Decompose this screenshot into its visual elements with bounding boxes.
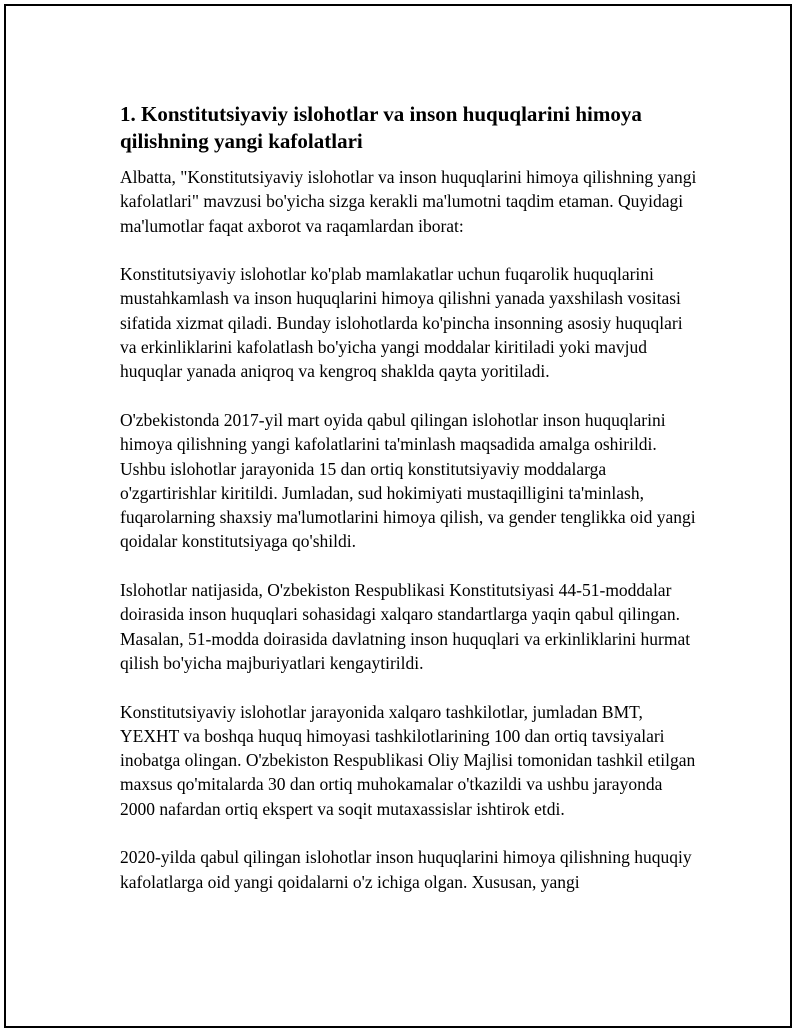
paragraph-2017-reforms: O'zbekistonda 2017-yil mart oyida qabul qilingan islohotlar inson huquqlarini himoya qilishning yangi kafolatlarini ta'minlash maqsadida amalga oshirildi. Ushbu islohotlar jarayonida 15 dan ortiq konstitutsiyaviy moddalarga o'zgartirishlar kiritildi. Jumladan, sud hokimiyati mustaqilligini ta'minlash, fuqarolarning shaxsiy ma'lumotlarini himoya qilish, va gender tenglikka oid yangi qoidalar konstitutsiyaga qo'shildi. — [120, 409, 696, 552]
paragraph-2020-reforms: 2020-yilda qabul qilingan islohotlar inson huquqlarini himoya qilishning huquqiy kafolatlarga oid yangi qoidalarni o'z ichiga olgan. Xususan, yangi — [120, 847, 692, 892]
paragraph-constitution-articles: Islohotlar natijasida, O'zbekiston Respublikasi Konstitutsiyasi 44-51-moddalar doirasida inson huquqlari sohasidagi xalqaro standartlarga yaqin qabul qilingan. Masalan, 51-modda doirasida davlatning inson huquqlari va erkinliklarini hurmat qilish bo'yicha majburiyatlari kengaytirildi. — [120, 580, 691, 673]
paragraph-intro: Albatta, "Konstitutsiyaviy islohotlar va inson huquqlarini himoya qilishning yangi kafolatlari" mavzusi bo'yicha sizga kerakli ma'lumotni taqdim etaman. Quyidagi ma'lumotlar faqat axborot va raqamlardan iborat: — [120, 167, 697, 236]
document-title: 1. Konstitutsiyaviy islohotlar va inson huquqlarini himoya qilishning yangi kafolatlari — [120, 102, 642, 153]
page-frame — [4, 4, 792, 1028]
paragraph-reforms-overview: Konstitutsiyaviy islohotlar ko'plab mamlakatlar uchun fuqarolik huquqlarini mustahkamlash va inson huquqlarini himoya qilishni yanada yaxshilash vositasi sifatida xizmat qiladi. Bunday islohotlarda ko'pincha insonning asosiy huquqlari va erkinliklarini kafolatlash bo'yicha yangi moddalar kiritiladi yoki mavjud huquqlar yanada aniqroq va kengroq shaklda qayta yoritiladi. — [120, 264, 683, 382]
document-body — [120, 101, 700, 918]
paragraph-international-organizations: Konstitutsiyaviy islohotlar jarayonida xalqaro tashkilotlar, jumladan BMT, YEXHT va boshqa huquq himoyasi tashkilotlarining 100 dan ortiq tavsiyalari inobatga olingan. O'zbekiston Respublikasi Oliy Majlisi tomonidan tashkil etilgan maxsus qo'mitalarda 30 dan ortiq muhokamalar o'tkazildi va ushbu jarayonda 2000 nafardan ortiq ekspert va soqit mutaxassislar ishtirok etdi. — [120, 701, 696, 819]
